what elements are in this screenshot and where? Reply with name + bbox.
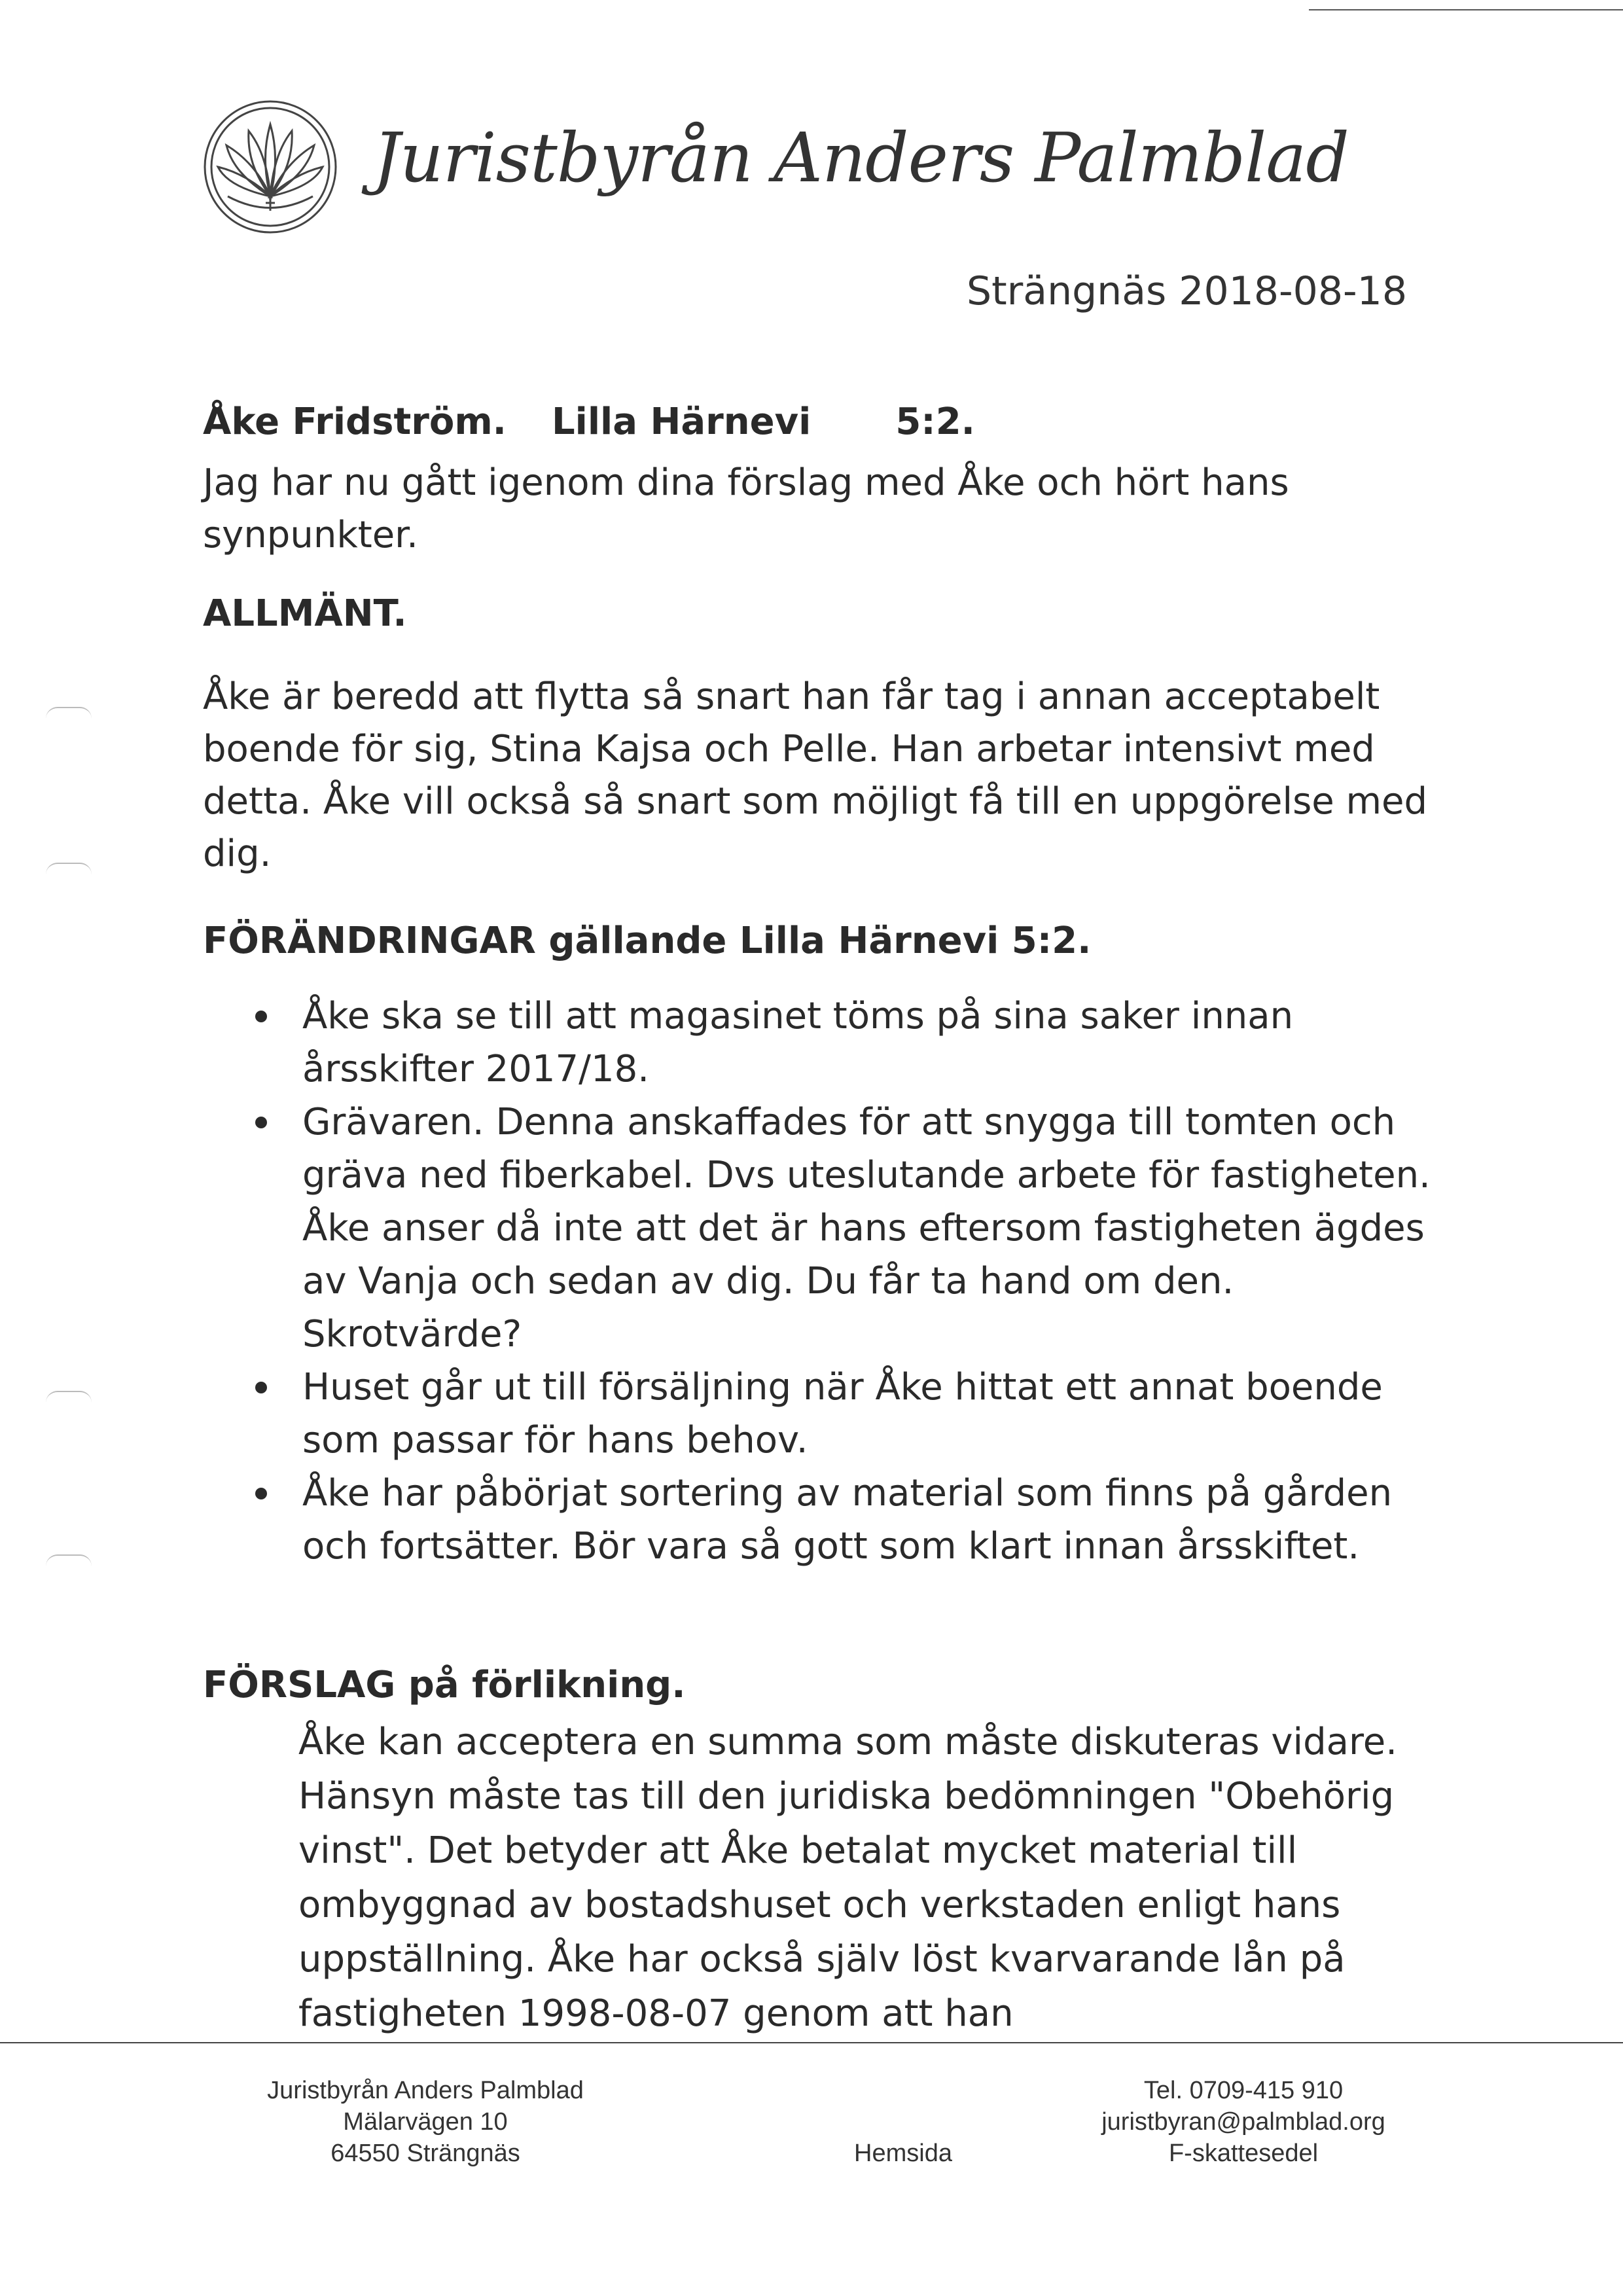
footer-email-link[interactable]: juristbyran@palmblad.org xyxy=(1101,2108,1385,2136)
changes-heading: FÖRÄNDRINGAR gällande Lilla Härnevi 5:2. xyxy=(203,920,1092,962)
intro-paragraph: Jag har nu gått igenom dina förslag med Åke och hört hans synpunkter. xyxy=(203,461,1289,556)
margin-hole-mark xyxy=(46,1554,92,1566)
palm-flower-logo-icon xyxy=(202,98,339,236)
firm-name-heading: Juristbyrån Anders Palmblad xyxy=(373,118,1349,198)
subject-heading xyxy=(203,401,975,443)
footer-website-link[interactable]: Hemsida xyxy=(854,2140,952,2167)
bullet-icon xyxy=(255,1488,267,1499)
proposal-heading: FÖRSLAG på förlikning. xyxy=(203,1664,686,1706)
footer-divider xyxy=(0,2042,1623,2043)
subject-property: Lilla Härnevi xyxy=(551,401,812,443)
list-item: Åke ska se till att magasinet töms på sina saker innan årsskifter 2017/18. xyxy=(249,990,1459,1096)
bullet-icon xyxy=(255,1382,267,1393)
footer-address: Juristbyrån Anders Palmblad Mälarvägen 10 64550 Strängnäs xyxy=(267,2077,584,2167)
bullet-icon xyxy=(255,1011,267,1022)
subject-name: Åke Fridström. xyxy=(203,401,507,443)
proposal-paragraph: Åke kan acceptera en summa som måste diskuteras vidare. Hänsyn måste tas till den juridiska bedömningen "Obehörig vinst". Det betyder att Åke betalat mycket material till ombyggnad av bostadshuset och verkstaden enligt hans uppställning. Åke har också själv löst kvarvarande lån på fastigheten 1998-08-07 genom att han xyxy=(298,1721,1397,2035)
general-paragraph: Åke är beredd att flytta så snart han får tag i annan acceptabelt boende för sig, Stina Kajsa och Pelle. Han arbetar intensivt med detta. Åke vill också så snart som möjligt få till en uppgörelse med dig. xyxy=(203,675,1428,875)
changes-list xyxy=(249,990,1459,1573)
margin-hole-mark xyxy=(46,707,92,719)
bullet-icon xyxy=(255,1117,267,1128)
list-item: Åke har påbörjat sortering av material som finns på gården och fortsätter. Bör vara så gott som klart innan årsskiftet. xyxy=(249,1467,1459,1573)
subject-number: 5:2. xyxy=(895,401,975,443)
list-item: Grävaren. Denna anskaffades för att snygga till tomten och gräva ned fiberkabel. Dvs uteslutande arbete för fastigheten. Åke anser då inte att det är hans eftersom fastigheten ägdes av Vanja och sedan av dig. Du får ta hand om den. Skrotvärde? xyxy=(249,1096,1459,1361)
place-and-date: Strängnäs 2018-08-18 xyxy=(967,268,1407,314)
footer-contact: Tel. 0709-415 910 juristbyran@palmblad.org F-skattesedel xyxy=(1034,2075,1453,2169)
list-item: Huset går ut till försäljning när Åke hittat ett annat boende som passar för hans behov. xyxy=(249,1361,1459,1467)
margin-hole-mark xyxy=(46,1391,92,1403)
top-scan-edge-line xyxy=(1309,9,1623,10)
general-heading: ALLMÄNT. xyxy=(203,592,407,635)
margin-hole-mark xyxy=(46,863,92,874)
